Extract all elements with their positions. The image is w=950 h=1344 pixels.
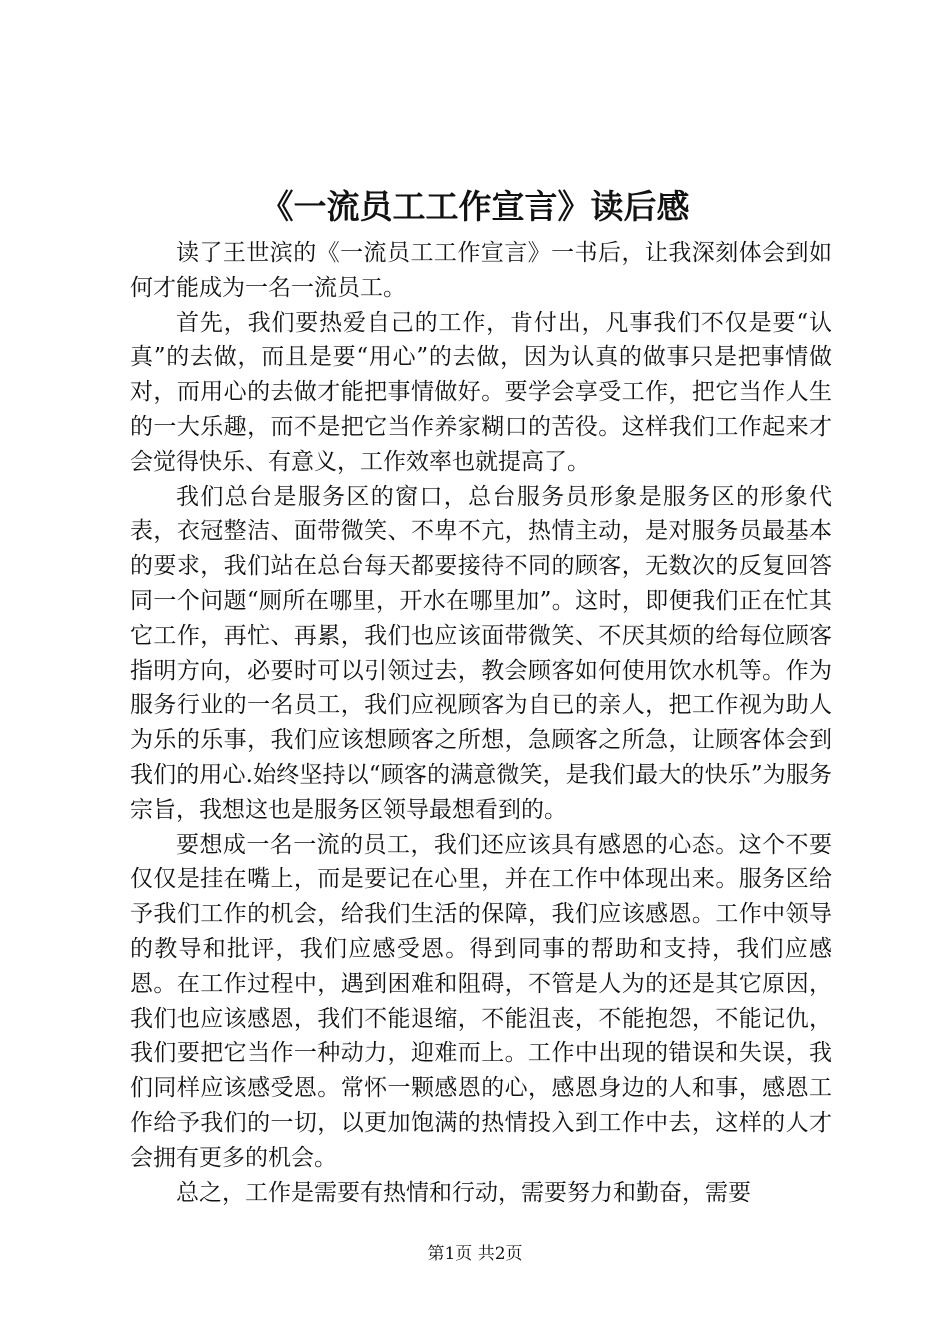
paragraph-2: 首先，我们要热爱自己的工作，肯付出，凡事我们不仅是要“认真”的去做，而且是要“用心”的去做，因为认真的做事只是把事情做对，而用心的去做才能把事情做好。要学会享受工作，把它当作人生的一大乐趣，而不是把它当作养家糊口的苦役。这样我们工作起来才会觉得快乐、有意义，工作效率也就提高了。	[130, 309, 832, 475]
document-body	[130, 236, 832, 1210]
paragraph-5: 总之，工作是需要有热情和行动，需要努力和勤奋，需要	[176, 1179, 751, 1206]
paragraph-4: 要想成一名一流的员工，我们还应该具有感恩的心态。这个不要仅仅是挂在嘴上，而是要记在心里，并在工作中体现出来。服务区给予我们工作的机会，给我们生活的保障，我们应该感恩。工作中领导的教导和批评，我们应感受恩。得到同事的帮助和支持，我们应感恩。在工作过程中，遇到困难和阻碍，不管是人为的还是其它原因，我们也应该感恩，我们不能退缩，不能沮丧，不能抱怨，不能记仇，我们要把它当作一种动力，迎难而上。工作中出现的错误和失误，我们同样应该感受恩。常怀一颗感恩的心，感恩身边的人和事，感恩工作给予我们的一切，以更加饱满的热情投入到工作中去，这样的人才会拥有更多的机会。	[130, 831, 832, 1171]
paragraph-3: 我们总台是服务区的窗口，总台服务员形象是服务区的形象代表，衣冠整洁、面带微笑、不卑不亢，热情主动，是对服务员最基本的要求，我们站在总台每天都要接待不同的顾客，无数次的反复回答同一个问题“厕所在哪里，开水在哪里加”。这时，即便我们正在忙其它工作，再忙、再累，我们也应该面带微笑、不厌其烦的给每位顾客指明方向，必要时可以引领过去，教会顾客如何使用饮水机等。作为服务行业的一名员工，我们应视顾客为自已的亲人，把工作视为助人为乐的乐事，我们应该想顾客之所想，急顾客之所急，让顾客体会到我们的用心.始终坚持以“顾客的满意微笑，是我们最大的快乐”为服务宗旨，我想这也是服务区领导最想看到的。	[130, 483, 832, 823]
page-number-footer: 第1页 共2页	[427, 1244, 523, 1264]
paragraph-1: 读了王世滨的《一流员工工作宣言》一书后，让我深刻体会到如何才能成为一名一流员工。	[130, 240, 832, 301]
document-title: 《一流员工工作宣言》读后感	[260, 187, 690, 226]
